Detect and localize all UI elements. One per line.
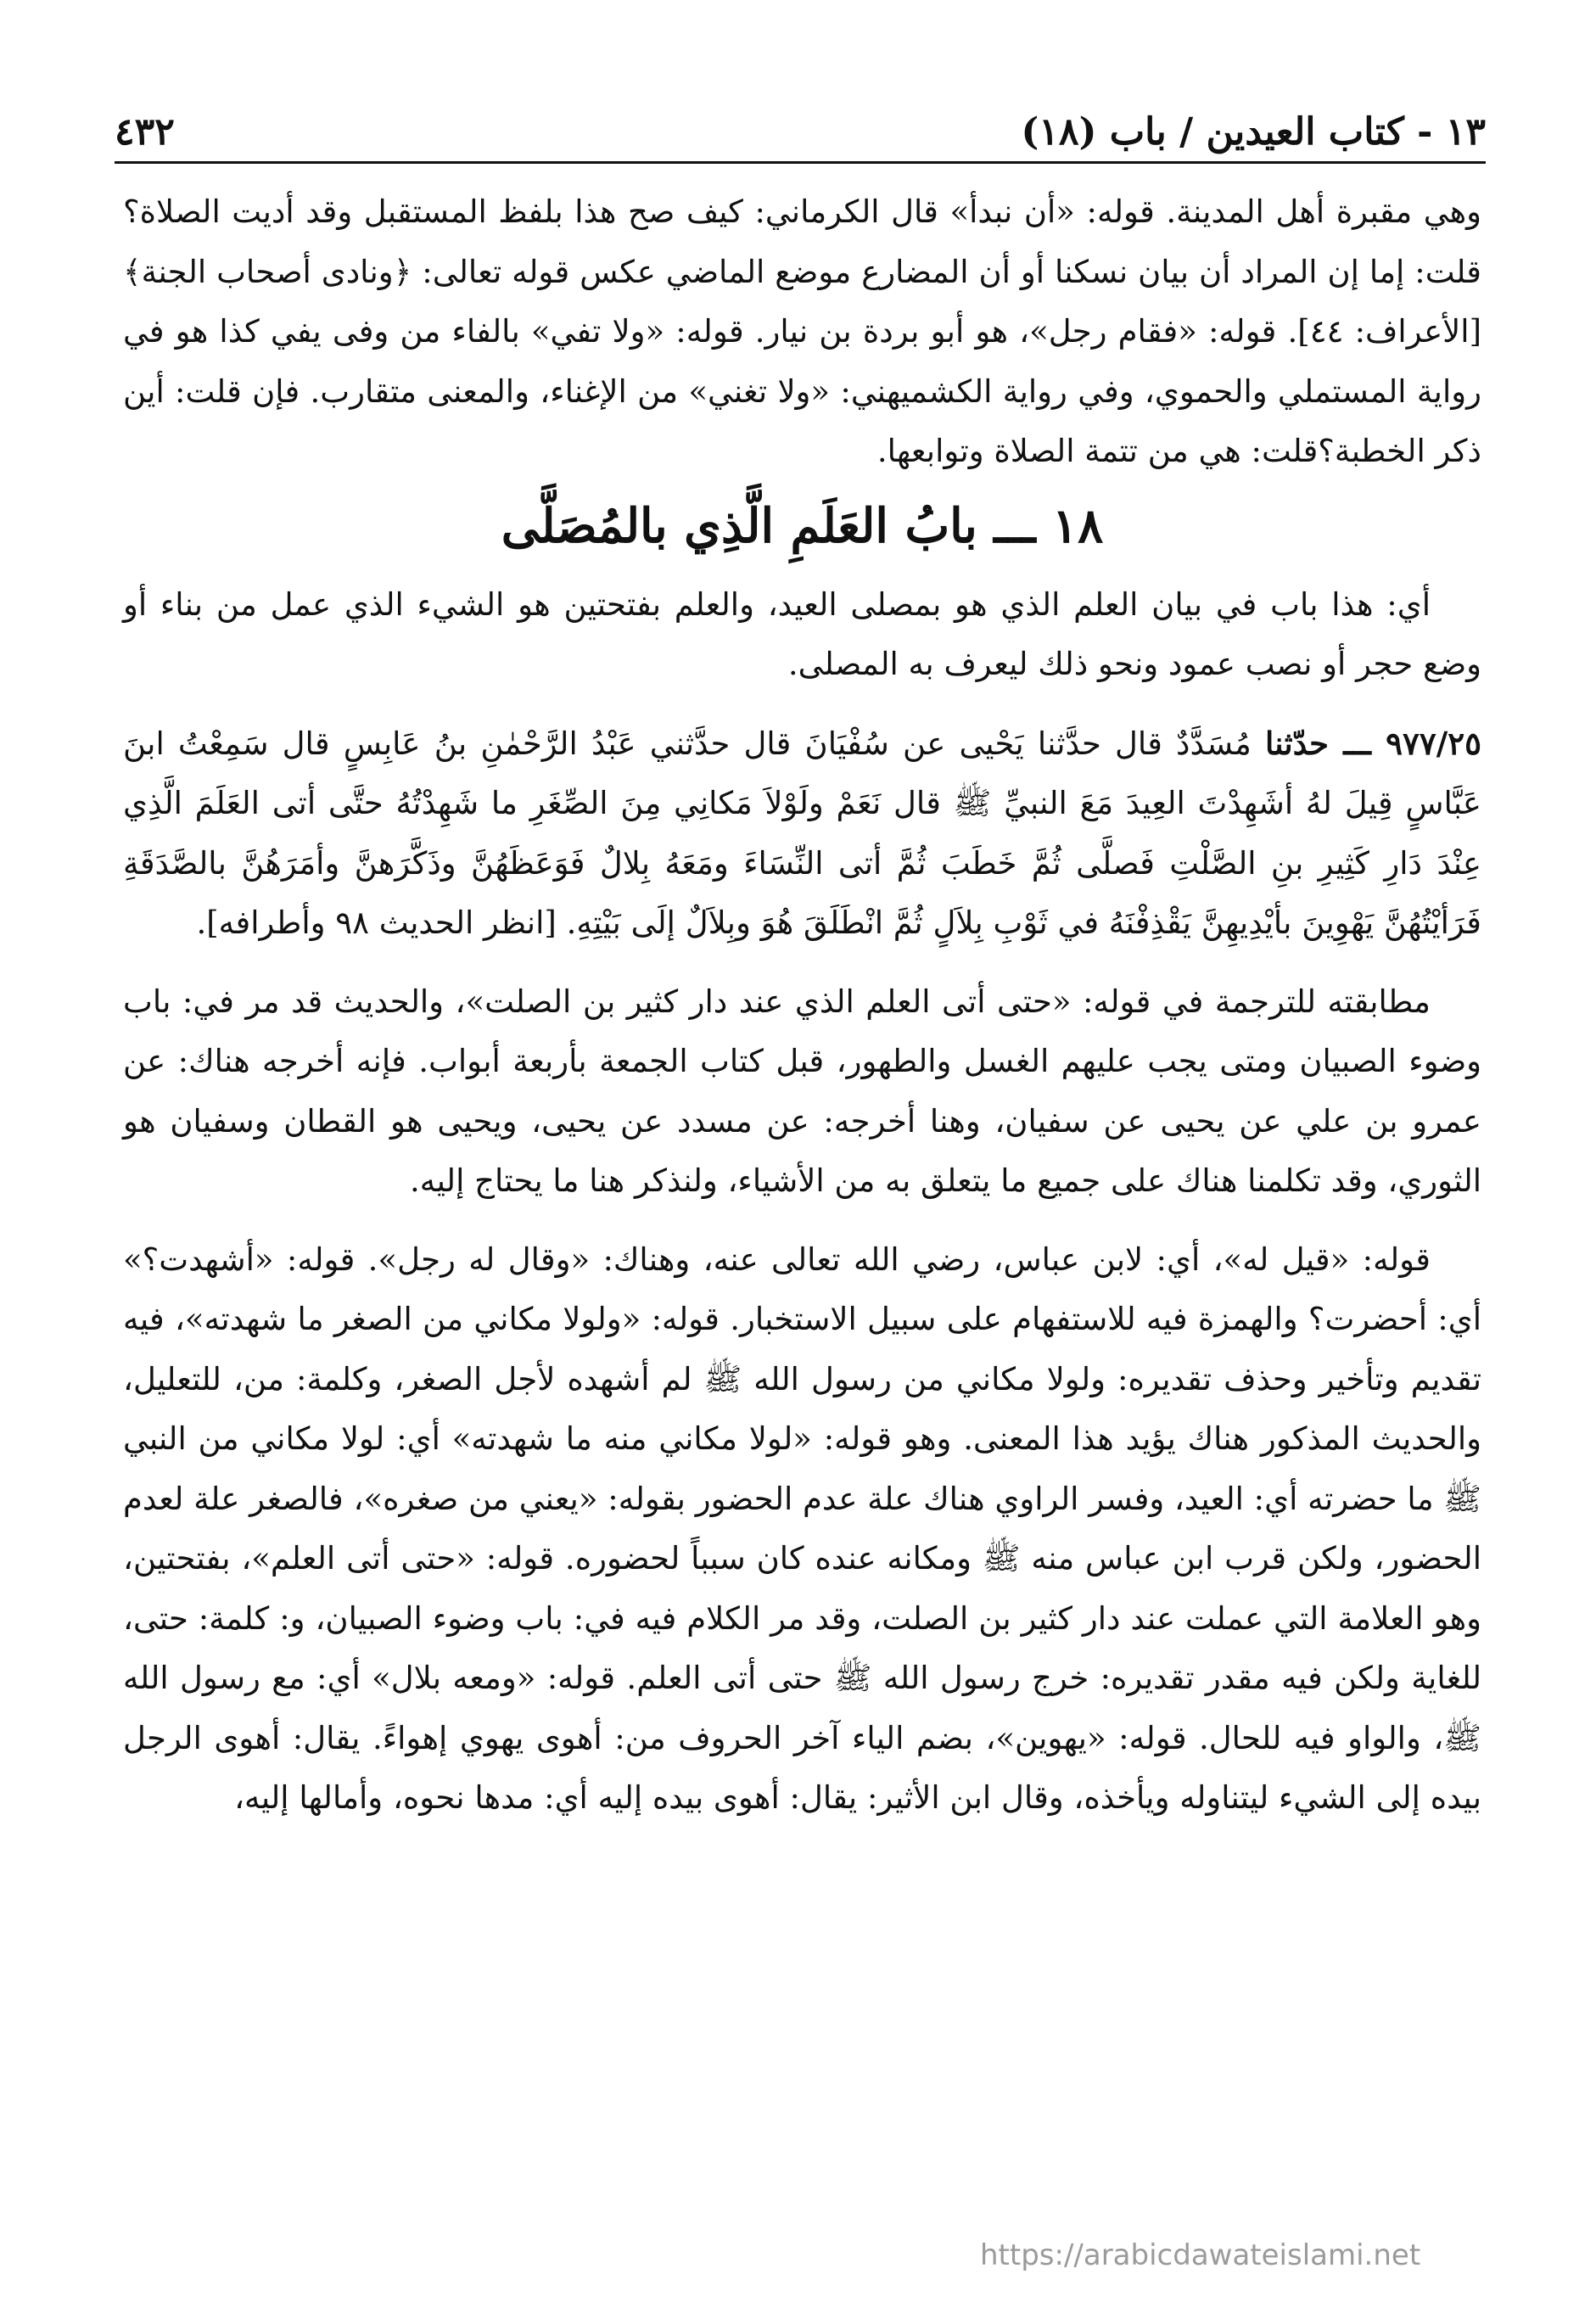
page-number: ٤٣٢	[115, 109, 175, 154]
commentary-paragraph-2: قوله: «قيل له»، أي: لابن عباس، رضي الله تعالى عنه، وهناك: «وقال له رجل». قوله: «أشهدت؟» أي: أحضرت؟ والهمزة فيه للاستفهام على سبيل الاستخبار. قوله: «ولولا مكاني من الصغر ما شهدته»، فيه تقديم وتأخير وحذف تقديره: ولولا مكاني من رسول الله ﷺ لم أشهده لأجل الصغر، وكلمة: من، للتعليل، والحديث المذكور هناك يؤيد هذا المعنى. وهو قوله: «لولا مكاني منه ما شهدته» أي: لولا مكاني من النبي ﷺ ما حضرته أي: العيد، وفسر الراوي هناك علة عدم الحضور بقوله: «يعني من صغره»، فالصغر علة لعدم الحضور، ولكن قرب ابن عباس منه ﷺ ومكانه عنده كان سبباً لحضوره. قوله: «حتى أتى العلم»، بفتحتين، وهو العلامة التي عملت عند دار كثير بن الصلت، وقد مر الكلام فيه في: باب وضوء الصبيان، و: كلمة: حتى، للغاية ولكن فيه مقدر تقديره: خرج رسول الله ﷺ حتى أتى العلم. قوله: «ومعه بلال» أي: مع رسول الله ﷺ، والواو فيه للحال. قوله: «يهوين»، بضم الياء آخر الحروف من: أهوى يهوي إهواءً. يقال: أهوى الرجل بيده إلى الشيء ليتناوله ويأخذه، وقال ابن الأثير: يقال: أهوى بيده إليه أي: مدها نحوه، وأمالها إليه،	[123, 1241, 1481, 1816]
page-header	[115, 102, 1486, 164]
running-title: ١٣ - كتاب العيدين / باب (١٨)	[1021, 109, 1486, 154]
intro-paragraph: وهي مقبرة أهل المدينة. قوله: «أن نبدأ» قال الكرماني: كيف صح هذا بلفظ المستقبل وقد أديت الصلاة؟ قلت: إما إن المراد أن بيان نسكنا أو أن المضارع موضع الماضي عكس قوله تعالى: ﴿ونادى أصحاب الجنة﴾ [الأعراف: ٤٤]. قوله: «فقام رجل»، هو أبو بردة بن نيار. قوله: «ولا تفي» بالفاء من وفى يفي كذا هو في رواية المستملي والحموي، وفي رواية الكشميهني: «ولا تغني» من الإغناء، والمعنى متقارب. فإن قلت: أين ذكر الخطبة؟قلت: هي من تتمة الصلاة وتوابعها.	[123, 193, 1481, 469]
hadith-text	[123, 714, 1481, 954]
watermark: https://arabicdawateislami.net	[980, 2238, 1421, 2272]
hadith-body: مُسَدَّدٌ قال حدَّثنا يَحْيى عن سُفْيَانَ قال حدَّثني عَبْدُ الرَّحْمٰنِ بنُ عَابِسٍ قال سَمِعْتُ ابنَ عَبَّاسٍ قِيلَ لهُ أشَهِدْتَ العِيدَ مَعَ النبيِّ ﷺ قال نَعَمْ ولَوْلاَ مَكانِي مِنَ الصِّغَرِ ما شَهِدْتُهُ حتَّى أتى العَلَمَ الَّذِي عِنْدَ دَارِ كَثِيرِ بنِ الصَّلْتِ فَصلَّى ثُمَّ خَطَبَ ثُمَّ أتى النِّسَاءَ ومَعَهُ بِلالٌ فَوَعَظَهُنَّ وذَكَّرَهنَّ وأمَرَهُنَّ بالصَّدَقَةِ فَرَأيْتُهُنَّ يَهْوِينَ بأيْدِيهِنَّ يَقْذِفْنَهُ في ثَوْبِ بِلاَلٍ ثُمَّ انْطَلَقَ هُوَ وبِلاَلٌ إلَى بَيْتِهِ.	[123, 725, 1481, 941]
page-content	[123, 182, 1481, 1829]
hadith-number: ٩٧٧/٢٥ ـــ حدّثنا	[1264, 724, 1482, 762]
commentary-paragraph-1: مطابقته للترجمة في قوله: «حتى أتى العلم الذي عند دار كثير بن الصلت»، والحديث قد مر في: باب وضوء الصبيان ومتى يجب عليهم الغسل والطهور، قبل كتاب الجمعة بأربعة أبواب. فإنه أخرجه هناك: عن عمرو بن علي عن يحيى عن سفيان، وهنا أخرجه: عن مسدد عن يحيى، ويحيى هو القطان وسفيان هو الثوري، وقد تكلمنا هناك على جميع ما يتعلق به من الأشياء، ولنذكر هنا ما يحتاج إليه.	[123, 983, 1481, 1199]
chapter-explanation: أي: هذا باب في بيان العلم الذي هو بمصلى العيد، والعلم بفتحتين هو الشيء الذي عمل من بناء أو وضع حجر أو نصب عمود ونحو ذلك ليعرف به المصلى.	[123, 585, 1481, 682]
hadith-reference: [انظر الحديث ٩٨ وأطرافه].	[196, 905, 567, 941]
chapter-heading: ١٨ ـــ بابُ العَلَمِ الَّذِي بالمُصَلَّى	[501, 497, 1104, 554]
